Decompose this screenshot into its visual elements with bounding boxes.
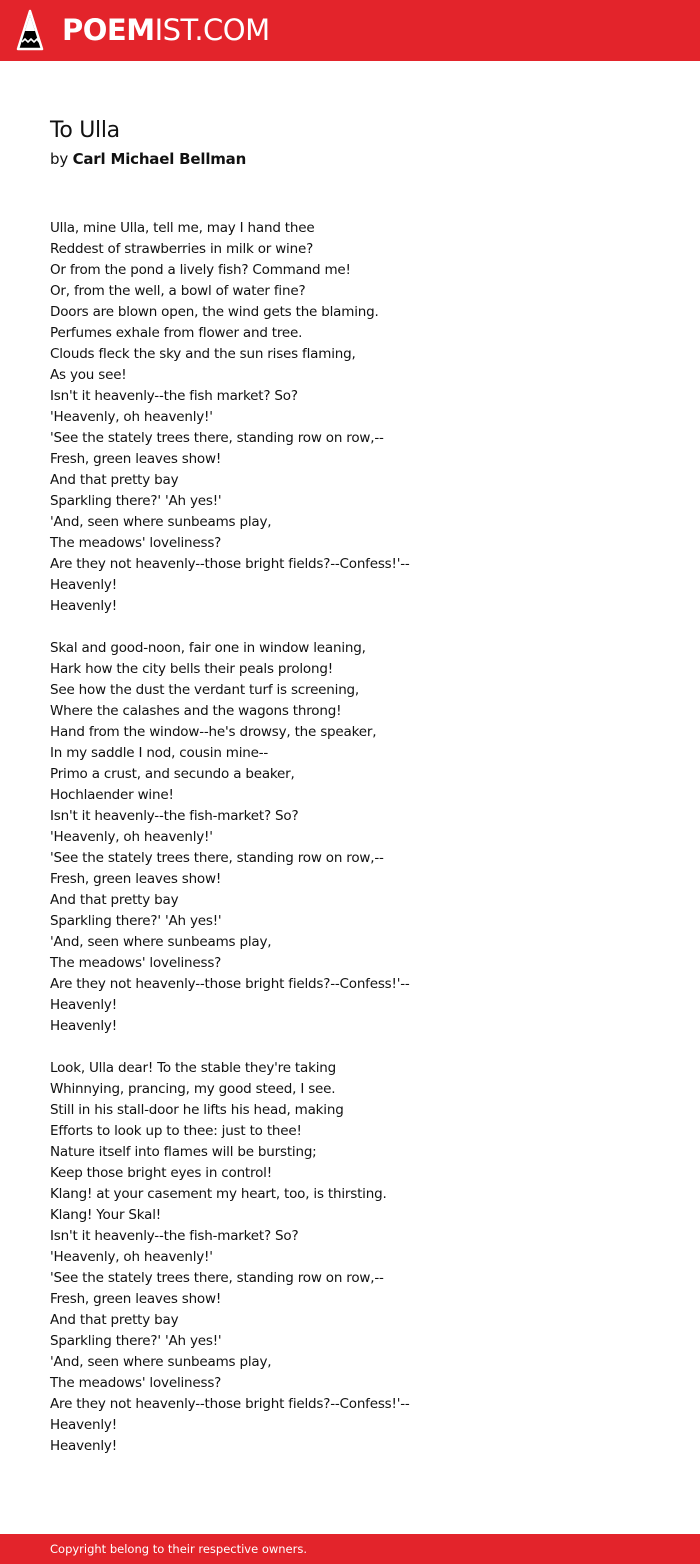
poem-stanza (50, 218, 670, 617)
poem-line: Klang! Your Skal! (50, 1207, 162, 1223)
poem-line: As you see! (50, 367, 127, 383)
poem-line: Or, from the well, a bowl of water fine? (50, 283, 306, 299)
poem-line: Heavenly! (50, 1438, 117, 1454)
poem-line: Look, Ulla dear! To the stable they're taking (50, 1060, 336, 1076)
poem-stanza (50, 638, 670, 1037)
logo-light-text: IST.COM (154, 13, 270, 47)
by-label: by (50, 150, 68, 168)
poem-line: And that pretty bay (50, 472, 179, 488)
poem-line: Sparkling there?' 'Ah yes!' (50, 1333, 222, 1349)
poem-line: Or from the pond a lively fish? Command me! (50, 262, 351, 278)
site-header (0, 0, 700, 61)
poem-line: Klang! at your casement my heart, too, is thirsting. (50, 1186, 387, 1202)
poem-line: Doors are blown open, the wind gets the blaming. (50, 304, 379, 320)
poem-line: 'Heavenly, oh heavenly!' (50, 1249, 213, 1265)
poem-line: Ulla, mine Ulla, tell me, may I hand thee (50, 220, 315, 236)
poem-line: Efforts to look up to thee: just to thee! (50, 1123, 302, 1139)
poem-line: And that pretty bay (50, 1312, 179, 1328)
poem-line: Fresh, green leaves show! (50, 1291, 222, 1307)
poem-line: The meadows' loveliness? (50, 1375, 222, 1391)
poem-line: Where the calashes and the wagons throng! (50, 703, 342, 719)
poem-author[interactable]: Carl Michael Bellman (72, 150, 247, 168)
poem-line: Clouds fleck the sky and the sun rises flaming, (50, 346, 356, 362)
poem-line: Perfumes exhale from flower and tree. (50, 325, 303, 341)
poem-line: Heavenly! (50, 598, 117, 614)
poem-line: See how the dust the verdant turf is screening, (50, 682, 360, 698)
poem-line: Skal and good-noon, fair one in window leaning, (50, 640, 366, 656)
poem-line: The meadows' loveliness? (50, 535, 222, 551)
poem-line: Nature itself into flames will be bursting; (50, 1144, 317, 1160)
poem-line: Heavenly! (50, 997, 117, 1013)
poem-line: Keep those bright eyes in control! (50, 1165, 272, 1181)
poem-line: 'Heavenly, oh heavenly!' (50, 829, 213, 845)
poem-line: Isn't it heavenly--the fish-market? So? (50, 1228, 299, 1244)
stanza-gap (50, 1037, 670, 1058)
poem-line: 'And, seen where sunbeams play, (50, 1354, 272, 1370)
site-footer (0, 1534, 700, 1564)
poem-line: Reddest of strawberries in milk or wine? (50, 241, 314, 257)
poem-line: Hand from the window--he's drowsy, the speaker, (50, 724, 377, 740)
poem-line: Heavenly! (50, 1018, 117, 1034)
poem-body (50, 218, 670, 1457)
poem-line: Sparkling there?' 'Ah yes!' (50, 493, 222, 509)
site-logo-text (62, 12, 270, 48)
poem-line: Whinnying, prancing, my good steed, I see. (50, 1081, 336, 1097)
poem-line: Hochlaender wine! (50, 787, 174, 803)
poem-line: And that pretty bay (50, 892, 179, 908)
poem-line: Still in his stall-door he lifts his head, making (50, 1102, 344, 1118)
logo-bold-text: POEM (62, 13, 155, 47)
poem-line: Isn't it heavenly--the fish market? So? (50, 388, 298, 404)
poem-line: 'See the stately trees there, standing row on row,-- (50, 850, 384, 866)
poem-line: Hark how the city bells their peals prolong! (50, 661, 333, 677)
poem-line: Are they not heavenly--those bright fields?--Confess!'-- (50, 976, 410, 992)
poem-line: In my saddle I nod, cousin mine-- (50, 745, 269, 761)
poem-line: 'See the stately trees there, standing row on row,-- (50, 430, 384, 446)
poem-line: Are they not heavenly--those bright fields?--Confess!'-- (50, 556, 410, 572)
copyright-text: Copyright belong to their respective owners. (50, 1542, 308, 1556)
poem-line: 'And, seen where sunbeams play, (50, 934, 272, 950)
poem-line: 'And, seen where sunbeams play, (50, 514, 272, 530)
poem-line: Fresh, green leaves show! (50, 871, 222, 887)
poem-line: Sparkling there?' 'Ah yes!' (50, 913, 222, 929)
poem-line: 'Heavenly, oh heavenly!' (50, 409, 213, 425)
poem-line: Are they not heavenly--those bright fields?--Confess!'-- (50, 1396, 410, 1412)
poem-line: Heavenly! (50, 1417, 117, 1433)
poem-line: The meadows' loveliness? (50, 955, 222, 971)
poem-line: Isn't it heavenly--the fish-market? So? (50, 808, 299, 824)
poem-line: Fresh, green leaves show! (50, 451, 222, 467)
poem-stanza (50, 1058, 670, 1457)
stanza-gap (50, 617, 670, 638)
pencil-icon (16, 9, 44, 51)
poem-title: To Ulla (50, 118, 120, 143)
poem-byline (50, 148, 246, 170)
poem-line: 'See the stately trees there, standing row on row,-- (50, 1270, 384, 1286)
poem-line: Primo a crust, and secundo a beaker, (50, 766, 295, 782)
poem-line: Heavenly! (50, 577, 117, 593)
